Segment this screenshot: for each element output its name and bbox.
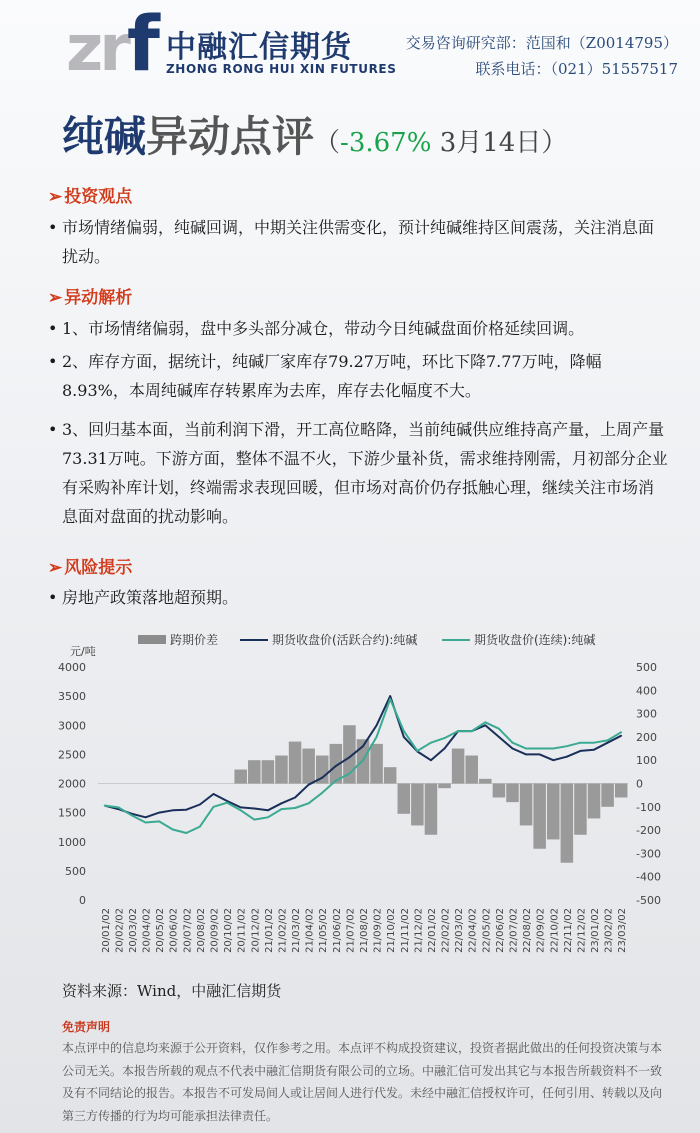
spread-bar bbox=[493, 784, 506, 798]
risk-text: 房地产政策落地超预期。 bbox=[62, 588, 239, 607]
point-continuous bbox=[335, 780, 337, 782]
x-tick-label: 21/12/02 bbox=[413, 908, 425, 953]
x-tick-label: 20/05/02 bbox=[155, 908, 167, 953]
spread-bar bbox=[561, 784, 574, 863]
y-tick-left: 4000 bbox=[58, 661, 86, 674]
x-tick-label: 22/05/02 bbox=[481, 908, 493, 953]
y-tick-right: -100 bbox=[636, 800, 661, 814]
section-heading-risk bbox=[48, 553, 132, 578]
x-tick-label: 21/10/02 bbox=[386, 908, 398, 953]
x-tick-label: 23/02/02 bbox=[603, 908, 615, 953]
spread-bar bbox=[588, 784, 601, 819]
point-continuous bbox=[172, 829, 174, 831]
x-tick-label: 23/01/02 bbox=[590, 908, 602, 953]
x-tick-label: 21/09/02 bbox=[372, 908, 384, 953]
point-continuous bbox=[444, 737, 446, 739]
point-active-contract bbox=[349, 756, 351, 758]
point-continuous bbox=[484, 721, 486, 723]
spread-bar bbox=[452, 749, 465, 784]
point-continuous bbox=[539, 748, 541, 750]
point-active-contract bbox=[376, 724, 378, 726]
section-title: 投资观点 bbox=[64, 187, 133, 207]
spread-bar bbox=[302, 749, 315, 784]
y-axis-label: 元/吨 bbox=[70, 645, 96, 658]
y-tick-left: 3500 bbox=[58, 690, 86, 704]
risk-paragraph bbox=[48, 583, 668, 612]
x-tick-label: 20/01/02 bbox=[100, 908, 112, 953]
point-continuous bbox=[416, 750, 418, 752]
point-active-contract bbox=[552, 759, 554, 761]
analyst-info: 交易咨询研究部：范国和（Z0014795） bbox=[405, 34, 678, 52]
section-title: 风险提示 bbox=[64, 558, 133, 578]
y-tick-right: 300 bbox=[636, 707, 657, 721]
x-tick-label: 20/11/02 bbox=[236, 908, 248, 953]
spread-bar bbox=[275, 756, 288, 784]
change-percent: -3.67% bbox=[340, 128, 432, 158]
point-continuous bbox=[281, 808, 283, 810]
analysis-item bbox=[48, 314, 668, 343]
analysis-text-1: 1、市场情绪偏弱，盘中多头部分减仓，带动今日纯碱盘面价格延续回调。 bbox=[62, 319, 585, 338]
arrow-icon: ➢ bbox=[48, 558, 63, 578]
spread-bar bbox=[520, 784, 533, 826]
point-continuous bbox=[294, 807, 296, 809]
point-continuous bbox=[376, 736, 378, 738]
x-tick-label: 22/04/02 bbox=[467, 908, 479, 953]
point-continuous bbox=[593, 742, 595, 744]
point-continuous bbox=[349, 773, 351, 775]
view-text: 市场情绪偏弱，纯碱回调，中期关注供需变化，预计纯碱维持区间震荡，关注消息面扰动。 bbox=[62, 218, 655, 266]
price-chart bbox=[0, 625, 700, 955]
point-active-contract bbox=[185, 809, 187, 811]
x-tick-label: 21/02/02 bbox=[277, 908, 289, 953]
spread-bar bbox=[248, 760, 261, 783]
x-tick-label: 20/09/02 bbox=[209, 908, 221, 953]
y-tick-right: 500 bbox=[636, 661, 657, 674]
spread-bar bbox=[398, 784, 411, 814]
point-active-contract bbox=[267, 809, 269, 811]
view-paragraph bbox=[48, 213, 668, 271]
spread-bar bbox=[289, 742, 302, 784]
logo-mark-zr: zr bbox=[66, 12, 127, 86]
x-tick-label: 20/08/02 bbox=[195, 908, 207, 953]
company-name-en: ZHONG RONG HUI XIN FUTURES bbox=[166, 62, 397, 76]
point-continuous bbox=[498, 728, 500, 730]
point-continuous bbox=[321, 792, 323, 794]
company-logo-mark bbox=[66, 0, 156, 88]
spread-bar bbox=[479, 779, 492, 784]
spread-bar bbox=[425, 784, 438, 835]
point-active-contract bbox=[593, 749, 595, 751]
x-tick-label: 22/03/02 bbox=[454, 908, 466, 953]
spread-bar bbox=[615, 784, 628, 798]
x-tick-label: 20/04/02 bbox=[141, 908, 153, 953]
point-active-contract bbox=[566, 756, 568, 758]
analysis-text-3: 3、回归基本面，当前利润下滑，开工高位略降，当前纯碱供应维持高产量，上周产量73.31万吨。下游方面，整体不温不火，下游少量补货，需求维持刚需，月初部分企业有采购补库计划，终端需求表现回暖，但市场对高价仍存抵触心理，继续关注市场消息面对盘面的扰动影响。 bbox=[62, 420, 668, 526]
title-meta bbox=[314, 128, 567, 158]
bullet-icon: • bbox=[48, 218, 58, 237]
point-continuous bbox=[457, 730, 459, 732]
point-continuous bbox=[607, 739, 609, 741]
y-tick-right: -200 bbox=[636, 824, 661, 838]
x-tick-label: 23/03/02 bbox=[617, 908, 629, 953]
y-tick-right: 100 bbox=[636, 754, 657, 768]
spread-bar bbox=[384, 767, 397, 783]
point-continuous bbox=[145, 822, 147, 824]
point-active-contract bbox=[512, 748, 514, 750]
x-tick-label: 21/04/02 bbox=[304, 908, 316, 953]
x-tick-label: 20/12/02 bbox=[250, 908, 262, 953]
spread-bar bbox=[574, 784, 587, 835]
legend-label: 期货收盘价(连续):纯碱 bbox=[474, 633, 596, 647]
analysis-item bbox=[48, 415, 668, 531]
point-active-contract bbox=[158, 812, 160, 814]
spread-bar bbox=[438, 784, 451, 789]
x-tick-label: 22/01/02 bbox=[426, 908, 438, 953]
disclaimer-text: 本点评中的信息均来源于公开资料，仅作参考之用。本点评不构成投资建议，投资者据此做出的任何投资决策与本公司无关。本报告所载的观点不代表中融汇信期货有限公司的立场。中融汇信可发出其它与本报告所载资料不一致及有不同结论的报告。本报告不可发局间人或让居间人进行代发。未经中融汇信授权许可，任何引用、转载以及向第三方传播的行为均可能承担法律责任。 bbox=[62, 1041, 663, 1123]
point-active-contract bbox=[539, 753, 541, 755]
x-tick-label: 22/08/02 bbox=[522, 908, 534, 953]
point-active-contract bbox=[213, 793, 215, 795]
point-active-contract bbox=[308, 784, 310, 786]
x-tick-label: 20/02/02 bbox=[114, 908, 126, 953]
point-continuous bbox=[566, 745, 568, 747]
x-tick-label: 20/03/02 bbox=[127, 908, 139, 953]
analysis-item bbox=[48, 347, 668, 405]
point-active-contract bbox=[335, 765, 337, 767]
point-active-contract bbox=[253, 808, 255, 810]
point-active-contract bbox=[294, 797, 296, 799]
point-continuous bbox=[620, 731, 622, 733]
x-tick-label: 20/06/02 bbox=[168, 908, 180, 953]
x-tick-label: 20/07/02 bbox=[182, 908, 194, 953]
point-continuous bbox=[253, 819, 255, 821]
page-title bbox=[62, 112, 567, 168]
y-tick-right: -400 bbox=[636, 870, 661, 884]
spread-bar bbox=[547, 784, 560, 840]
spread-bar bbox=[234, 770, 247, 784]
point-continuous bbox=[389, 698, 391, 700]
x-tick-label: 22/07/02 bbox=[508, 908, 520, 953]
point-active-contract bbox=[199, 804, 201, 806]
y-tick-left: 3000 bbox=[58, 719, 86, 733]
report-date: 3月14日 bbox=[431, 128, 542, 158]
section-title: 异动解析 bbox=[64, 288, 133, 308]
y-tick-left: 2000 bbox=[58, 777, 86, 791]
section-heading-view bbox=[48, 182, 132, 207]
title-subject: 异动点评 bbox=[146, 112, 315, 161]
bullet-icon: • bbox=[48, 420, 58, 439]
point-active-contract bbox=[620, 735, 622, 737]
point-continuous bbox=[240, 809, 242, 811]
x-tick-label: 22/12/02 bbox=[576, 908, 588, 953]
point-continuous bbox=[131, 815, 133, 817]
point-continuous bbox=[104, 805, 106, 807]
point-active-contract bbox=[145, 816, 147, 818]
point-active-contract bbox=[172, 809, 174, 811]
x-tick-label: 21/03/02 bbox=[291, 908, 303, 953]
spread-bar bbox=[601, 784, 614, 807]
x-tick-label: 21/05/02 bbox=[318, 908, 330, 953]
y-tick-right: -300 bbox=[636, 847, 661, 861]
spread-bar bbox=[411, 784, 424, 826]
analysis-text-2: 2、库存方面，据统计，纯碱厂家库存79.27万吨，环比下降7.77万吨，降幅8.93%，本周纯碱库存转累库为去库，库存去化幅度不大。 bbox=[62, 352, 602, 400]
spread-bar bbox=[465, 756, 478, 784]
point-continuous bbox=[403, 730, 405, 732]
bullet-icon: • bbox=[48, 319, 58, 338]
x-tick-label: 21/08/02 bbox=[359, 908, 370, 953]
point-continuous bbox=[185, 832, 187, 834]
section-heading-analysis bbox=[48, 283, 132, 308]
arrow-icon: ➢ bbox=[48, 288, 63, 308]
logo-mark-f: f bbox=[126, 0, 156, 88]
x-tick-label: 21/06/02 bbox=[331, 908, 343, 953]
spread-bar bbox=[533, 784, 546, 849]
point-continuous bbox=[158, 820, 160, 822]
point-continuous bbox=[226, 802, 228, 804]
legend-label: 期货收盘价(活跃合约):纯碱 bbox=[272, 633, 418, 647]
paren-close: ） bbox=[541, 128, 568, 158]
title-product: 纯碱 bbox=[62, 112, 147, 161]
legend-swatch-spread bbox=[138, 635, 166, 644]
point-continuous bbox=[512, 742, 514, 744]
point-active-contract bbox=[403, 736, 405, 738]
point-active-contract bbox=[525, 753, 527, 755]
x-tick-label: 22/06/02 bbox=[494, 908, 506, 953]
point-continuous bbox=[117, 806, 119, 808]
point-continuous bbox=[552, 748, 554, 750]
point-active-contract bbox=[484, 724, 486, 726]
point-active-contract bbox=[444, 748, 446, 750]
y-tick-left: 1500 bbox=[58, 806, 86, 820]
spread-bar bbox=[506, 784, 519, 803]
x-tick-label: 21/07/02 bbox=[345, 908, 357, 953]
x-tick-label: 22/10/02 bbox=[549, 908, 561, 953]
point-continuous bbox=[525, 748, 527, 750]
point-active-contract bbox=[240, 806, 242, 808]
bullet-icon: • bbox=[48, 588, 58, 607]
point-active-contract bbox=[362, 745, 364, 747]
point-continuous bbox=[213, 806, 215, 808]
x-tick-label: 21/01/02 bbox=[263, 908, 275, 953]
y-tick-right: -500 bbox=[636, 894, 661, 907]
x-tick-label: 22/02/02 bbox=[440, 908, 452, 953]
point-active-contract bbox=[226, 800, 228, 802]
bullet-icon: • bbox=[48, 352, 58, 371]
report-header bbox=[0, 0, 700, 92]
spread-bar bbox=[370, 744, 383, 784]
y-tick-left: 1000 bbox=[58, 835, 86, 849]
point-active-contract bbox=[607, 742, 609, 744]
contact-phone: 联系电话：（021）51557517 bbox=[475, 60, 678, 78]
point-continuous bbox=[267, 816, 269, 818]
y-tick-left: 2500 bbox=[58, 748, 86, 762]
data-source: 资料来源：Wind，中融汇信期货 bbox=[62, 982, 282, 1000]
point-active-contract bbox=[498, 736, 500, 738]
y-tick-right: 0 bbox=[636, 777, 643, 791]
spread-bar bbox=[262, 760, 275, 783]
y-tick-left: 500 bbox=[65, 864, 86, 878]
point-active-contract bbox=[281, 802, 283, 804]
company-name-cn: 中融汇信期货 bbox=[166, 30, 352, 65]
x-tick-label: 22/11/02 bbox=[562, 908, 574, 953]
point-active-contract bbox=[321, 777, 323, 779]
point-continuous bbox=[580, 742, 582, 744]
point-continuous bbox=[471, 730, 473, 732]
point-continuous bbox=[308, 802, 310, 804]
y-tick-right: 200 bbox=[636, 730, 657, 744]
point-continuous bbox=[430, 742, 432, 744]
disclaimer-title: 免责声明 bbox=[62, 1020, 111, 1034]
legend-label: 跨期价差 bbox=[170, 633, 219, 647]
y-tick-left: 0 bbox=[79, 894, 86, 907]
y-tick-right: 400 bbox=[636, 684, 657, 698]
point-continuous bbox=[362, 759, 364, 761]
point-continuous bbox=[199, 826, 201, 828]
point-active-contract bbox=[389, 695, 391, 697]
paren-open: （ bbox=[314, 128, 341, 158]
arrow-icon: ➢ bbox=[48, 187, 63, 207]
point-active-contract bbox=[580, 750, 582, 752]
x-tick-label: 22/09/02 bbox=[535, 908, 547, 953]
point-active-contract bbox=[430, 759, 432, 761]
x-tick-label: 20/10/02 bbox=[223, 908, 235, 953]
x-tick-label: 21/11/02 bbox=[399, 908, 411, 953]
